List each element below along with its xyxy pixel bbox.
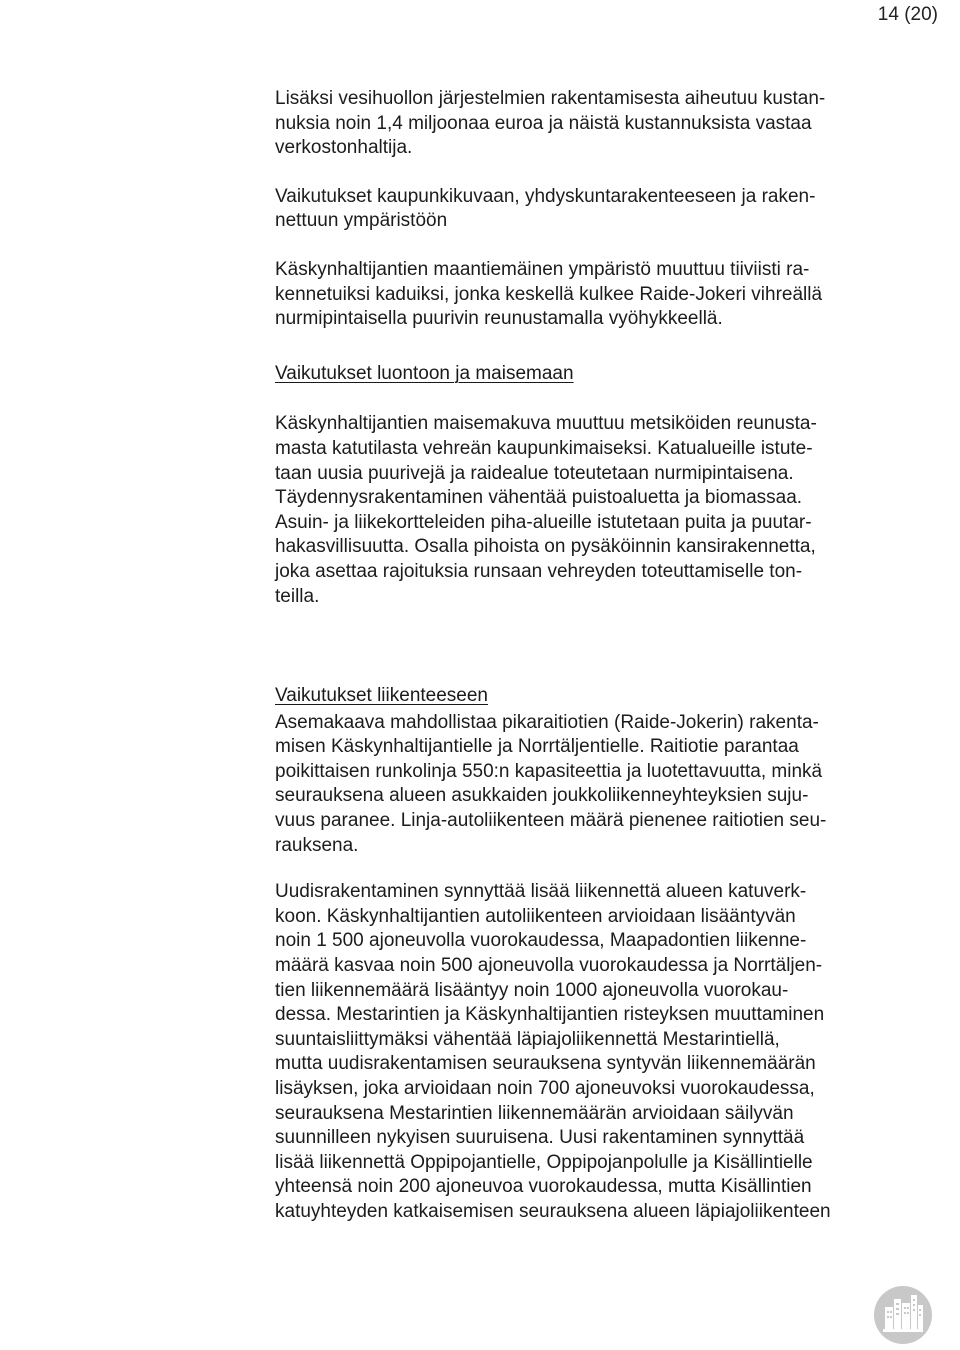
text-line: verkostonhaltija. (275, 137, 413, 159)
costs-paragraph (275, 87, 915, 161)
text-line: poikittaisen runkolinja 550:n kapasiteettia ja luotettavuutta, minkä (275, 760, 823, 782)
text-line: Käskynhaltijantien maantiemäinen ympäristö muuttuu tiiviisti ra- (275, 258, 810, 280)
text-line: Vaikutukset kaupunkikuvaan, yhdyskuntarakenteeseen ja raken- (275, 185, 816, 207)
text-line: Asemakaava mahdollistaa pikaraitiotien (Raide-Jokerin) rakenta- (275, 711, 819, 733)
text-line: koon. Käskynhaltijantien autoliikenteen arvioidaan lisääntyvän (275, 905, 796, 927)
text-line: nettuun ympäristöön (275, 210, 448, 232)
text-line: teilla. (275, 585, 320, 607)
text-line: noin 1 500 ajoneuvolla vuorokaudessa, Maapadontien liikenne- (275, 930, 807, 952)
text-line: lisää liikennettä Oppipojantielle, Oppipojanpolulle ja Kisällintielle (275, 1151, 813, 1173)
text-line: määrä kasvaa noin 500 ajoneuvolla vuorokaudessa ja Norrtäljen- (275, 955, 823, 977)
text-line: joka asettaa rajoituksia runsaan vehreyden toteuttamiselle ton- (275, 560, 803, 582)
text-line: Lisäksi vesihuollon järjestelmien rakentamisesta aiheutuu kustan- (275, 88, 826, 109)
text-line: rauksena. (275, 834, 359, 856)
text-line: hakasvillisuutta. Osalla pihoista on pysäköinnin kansirakennetta, (275, 536, 816, 558)
text-line: seurauksena Mestarintien liikennemäärän arvioidaan säilyvän (275, 1102, 794, 1124)
text-line: Käskynhaltijantien maisemakuva muuttuu metsiköiden reunusta- (275, 413, 817, 435)
text-line: vuus paranee. Linja-autoliikenteen määrä pienenee raitiotien seu- (275, 810, 827, 832)
text-line: suuntaisliittymäksi vähentää läpiajoliikennettä Mestarintiellä, (275, 1028, 780, 1050)
text-line: kennetuiksi kaduiksi, jonka keskellä kulkee Raide-Jokeri vihreällä (275, 283, 823, 305)
nature-heading: Vaikutukset luontoon ja maisemaan (275, 362, 574, 384)
nature-paragraph (275, 412, 915, 609)
text-line: mutta uudisrakentamisen seurauksena syntyvän liikennemäärän (275, 1053, 816, 1075)
text-line: masta katutilasta vehreän kaupunkimaiseksi. Katualueille istute- (275, 437, 813, 459)
text-line: taan uusia puurivejä ja raidealue toteutetaan nurmipintaisena. (275, 462, 794, 484)
text-line: nurmipintaisella puurivin reunustamalla vyöhykkeellä. (275, 308, 723, 330)
text-line: nuksia noin 1,4 miljoonaa euroa ja näistä kustannuksista vastaa (275, 112, 812, 134)
cityscape-heading (275, 185, 915, 234)
text-line: suunnilleen nykyisen suuruisena. Uusi rakentaminen synnyttää (275, 1127, 805, 1149)
traffic-paragraph-2 (275, 880, 915, 1224)
document-body (275, 87, 915, 1225)
text-line: yhteensä noin 200 ajoneuvoa vuorokaudessa, mutta Kisällintien (275, 1176, 812, 1198)
text-line: tien liikennemäärä lisääntyy noin 1000 ajoneuvolla vuorokau- (275, 979, 789, 1001)
text-line: Täydennysrakentaminen vähentää puistoaluetta ja biomassaa. (275, 487, 803, 509)
text-line: misen Käskynhaltijantielle ja Norrtäljentielle. Raitiotie parantaa (275, 736, 799, 758)
traffic-heading: Vaikutukset liikenteeseen (275, 685, 488, 707)
text-line: seurauksena alueen asukkaiden joukkoliikenneyhteyksien suju- (275, 785, 809, 807)
cityscape-paragraph (275, 258, 915, 332)
text-line: dessa. Mestarintien ja Käskynhaltijantien risteyksen muuttaminen (275, 1004, 825, 1026)
logo-svg (873, 1285, 933, 1345)
text-line: lisäyksen, joka arvioidaan noin 700 ajoneuvoksi vuorokaudessa, (275, 1078, 815, 1099)
text-line: katuyhteyden katkaisemisen seurauksena alueen läpiajoliikenteen (275, 1200, 831, 1222)
text-line: Uudisrakentaminen synnyttää lisää liikennettä alueen katuverk- (275, 881, 807, 903)
city-skyline-logo-icon (873, 1285, 933, 1345)
text-line: Asuin- ja liikekortteleiden piha-alueille istutetaan puita ja puutar- (275, 511, 812, 533)
traffic-paragraph-1 (275, 711, 915, 859)
page-number: 14 (20) (877, 4, 938, 25)
